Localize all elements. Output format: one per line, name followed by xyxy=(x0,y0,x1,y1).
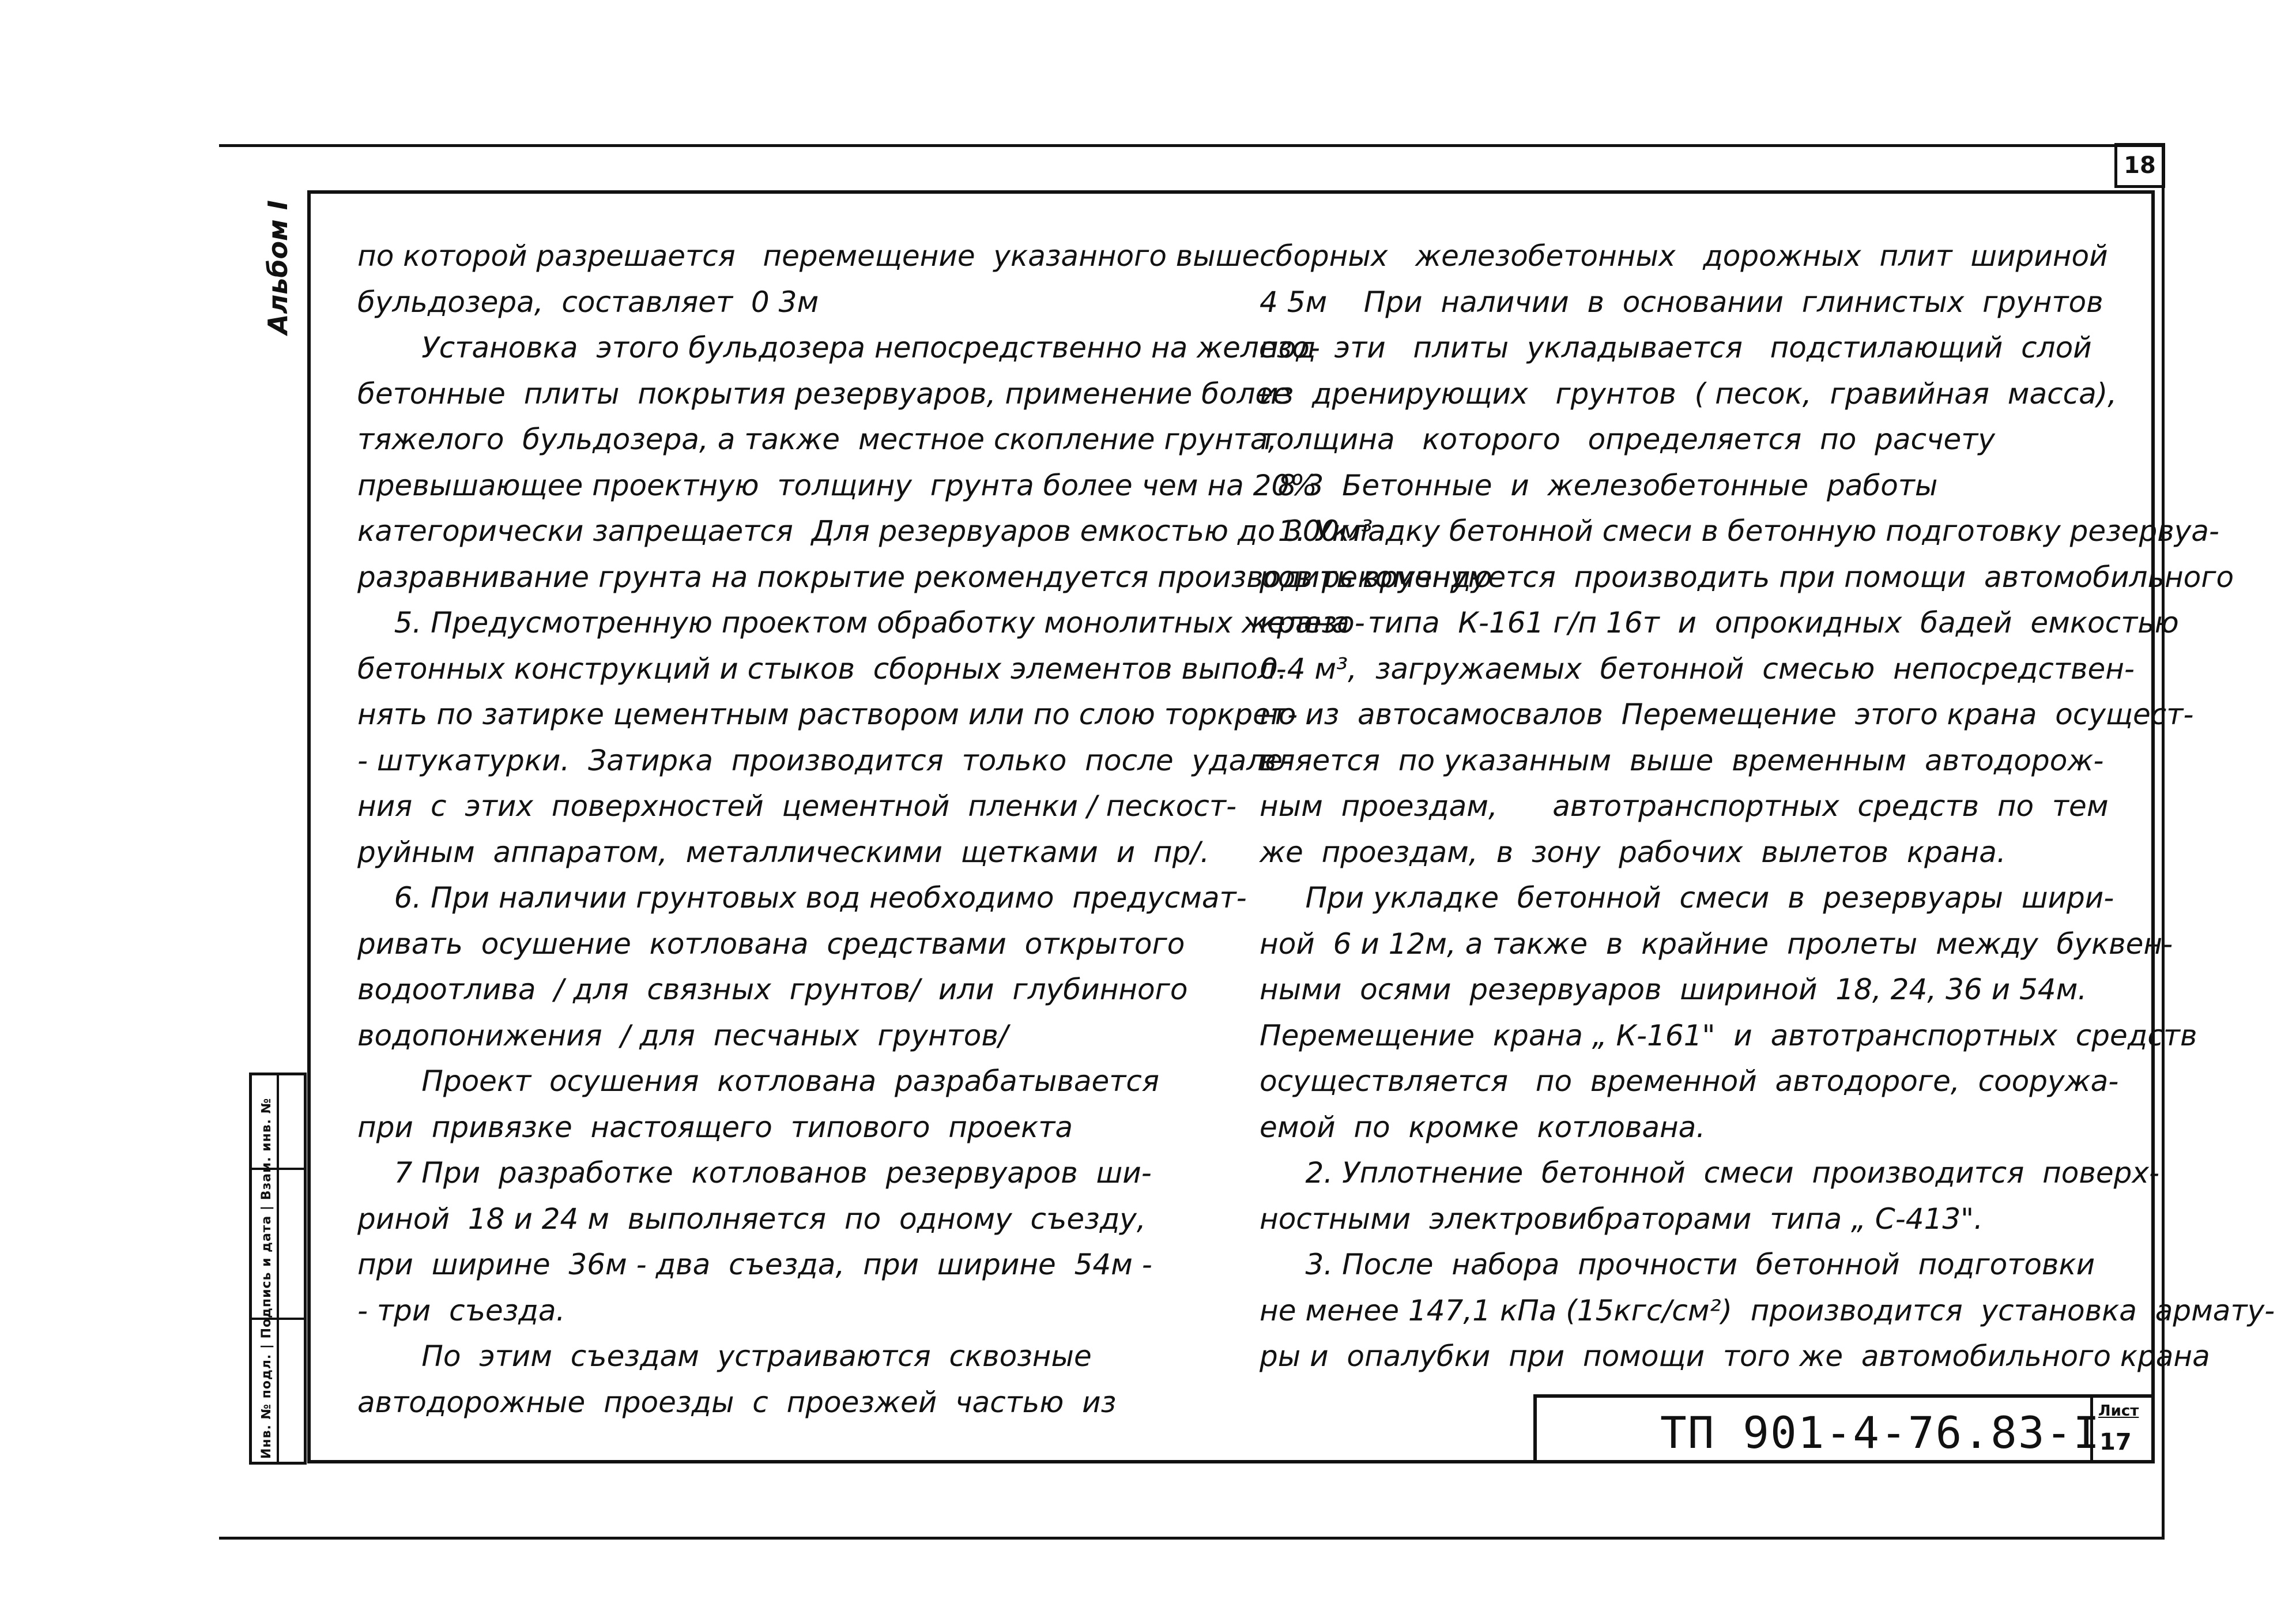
text-line: 8 3 Бетонные и железобетонные работы xyxy=(1260,468,1938,502)
text-line: под эти плиты укладывается подстилающий слой xyxy=(1260,331,2092,364)
text-line: Установка этого бульдозера непосредственно на железо- xyxy=(357,331,1320,364)
text-line: превышающее проектную толщину грунта более чем на 20% xyxy=(357,468,1317,502)
text-line: - штукатурки. Затирка производится только после удале- xyxy=(357,743,1294,777)
text-line: Проект осушения котлована разрабатывается xyxy=(357,1064,1159,1098)
text-line: бетонных конструкций и стыков сборных элементов выпол- xyxy=(357,652,1287,686)
text-line: ривать осушение котлована средствами открытого xyxy=(357,927,1185,961)
text-line: вляется по указанным выше временным автодорож- xyxy=(1260,743,2104,777)
text-line: Перемещение крана „ К-161" и автотранспортных средств xyxy=(1260,1018,2197,1052)
text-line: ры и опалубки при помощи того же автомобильного крана xyxy=(1260,1339,2210,1373)
text-line: 1. Укладку бетонной смеси в бетонную подготовку резервуа- xyxy=(1260,514,2219,548)
text-line: ров рекомендуется производить при помощи автомобильного xyxy=(1260,560,2234,594)
album-label: Альбом I xyxy=(262,200,293,334)
text-line: руйным аппаратом, металлическими щетками и пр/. xyxy=(357,835,1210,869)
text-line: По этим съездам устраиваются сквозные xyxy=(357,1339,1092,1373)
page-number: 18 xyxy=(2114,143,2165,188)
text-line: по которой разрешается перемещение указанного выше xyxy=(357,239,1260,273)
document-code: ТП 901-4-76.83-I xyxy=(1660,1407,2101,1458)
stamp-column xyxy=(279,1075,304,1462)
text-line: но из автосамосвалов Перемещение этого крана осущест- xyxy=(1260,698,2194,731)
text-line: толщина которого определяется по расчету xyxy=(1260,423,1996,456)
text-line: риной 18 и 24 м выполняется по одному съезду, xyxy=(357,1202,1146,1236)
text-line: водопонижения / для песчаных грунтов/ xyxy=(357,1018,1008,1052)
text-line: ными осями резервуаров шириной 18, 24, 36 и 54м. xyxy=(1260,973,2087,1006)
text-line: 2. Уплотнение бетонной смеси производится поверх- xyxy=(1260,1156,2159,1190)
sheet-label: Лист xyxy=(2098,1402,2139,1420)
sheet-number: 17 xyxy=(2099,1429,2132,1455)
text-line: не менее 147,1 кПа (15кгс/см²) производится установка армату- xyxy=(1260,1293,2275,1327)
text-line: разравнивание грунта на покрытие рекомендуется производить вручную xyxy=(357,560,1492,594)
text-line: при ширине 36м - два съезда, при ширине 54м - xyxy=(357,1248,1152,1281)
text-line: При укладке бетонной смеси в резервуары шири- xyxy=(1260,881,2114,915)
text-line: 4 5м При наличии в основании глинистых грунтов xyxy=(1260,285,2103,319)
text-line: - три съезда. xyxy=(357,1293,565,1327)
text-line: же проездам, в зону рабочих вылетов крана. xyxy=(1260,835,2006,869)
text-line: емой по кромке котлована. xyxy=(1260,1110,1706,1144)
text-line: 3. После набора прочности бетонной подготовки xyxy=(1260,1248,2095,1281)
text-line: 0.4 м³, загружаемых бетонной смесью непосредствен- xyxy=(1260,652,2135,686)
stamp-cell xyxy=(279,1168,304,1170)
text-line: ния с этих поверхностей цементной пленки / пескост- xyxy=(357,789,1237,823)
text-line: ной 6 и 12м, а также в крайние пролеты между буквен- xyxy=(1260,927,2173,961)
text-line: осуществляется по временной автодороге, сооружа- xyxy=(1260,1064,2119,1098)
stamp-text: Инв. № подл. | Подпись и дата | Взам. инв. № xyxy=(259,1097,274,1459)
text-line: из дренирующих грунтов ( песок, гравийная масса), xyxy=(1260,377,2117,411)
text-line: бетонные плиты покрытия резервуаров, применение более xyxy=(357,377,1291,411)
text-line: бульдозера, составляет 0 3м xyxy=(357,285,819,319)
text-line: 7 При разработке котлованов резервуаров ши- xyxy=(357,1156,1152,1190)
text-line: ным проездам, автотранспортных средств по тем xyxy=(1260,789,2109,823)
text-line: автодорожные проезды с проезжей частью из xyxy=(357,1385,1117,1419)
text-line: нять по затирке цементным раствором или по слою торкрет- xyxy=(357,698,1298,731)
text-line: водоотлива / для связных грунтов/ или глубинного xyxy=(357,973,1188,1006)
text-line: 6. При наличии грунтовых вод необходимо предусмат- xyxy=(357,881,1247,915)
text-line: при привязке настоящего типового проекта xyxy=(357,1110,1073,1144)
text-line: тяжелого бульдозера, а также местное скопление грунта, xyxy=(357,423,1277,456)
text-line: категорически запрещается Для резервуаров емкостью до 300м³ xyxy=(357,514,1373,548)
text-line: сборных железобетонных дорожных плит шириной xyxy=(1260,239,2108,273)
stamp-cell xyxy=(279,1318,304,1320)
right-text-column xyxy=(1260,234,2275,1380)
side-stamp-table xyxy=(249,1073,307,1465)
text-line: крана типа К-161 г/п 16т и опрокидных бадей емкостью xyxy=(1260,606,2179,639)
text-line: ностными электровибраторами типа „ С-413". xyxy=(1260,1202,1984,1236)
text-line: 5. Предусмотренную проектом обработку монолитных железо- xyxy=(357,606,1365,639)
